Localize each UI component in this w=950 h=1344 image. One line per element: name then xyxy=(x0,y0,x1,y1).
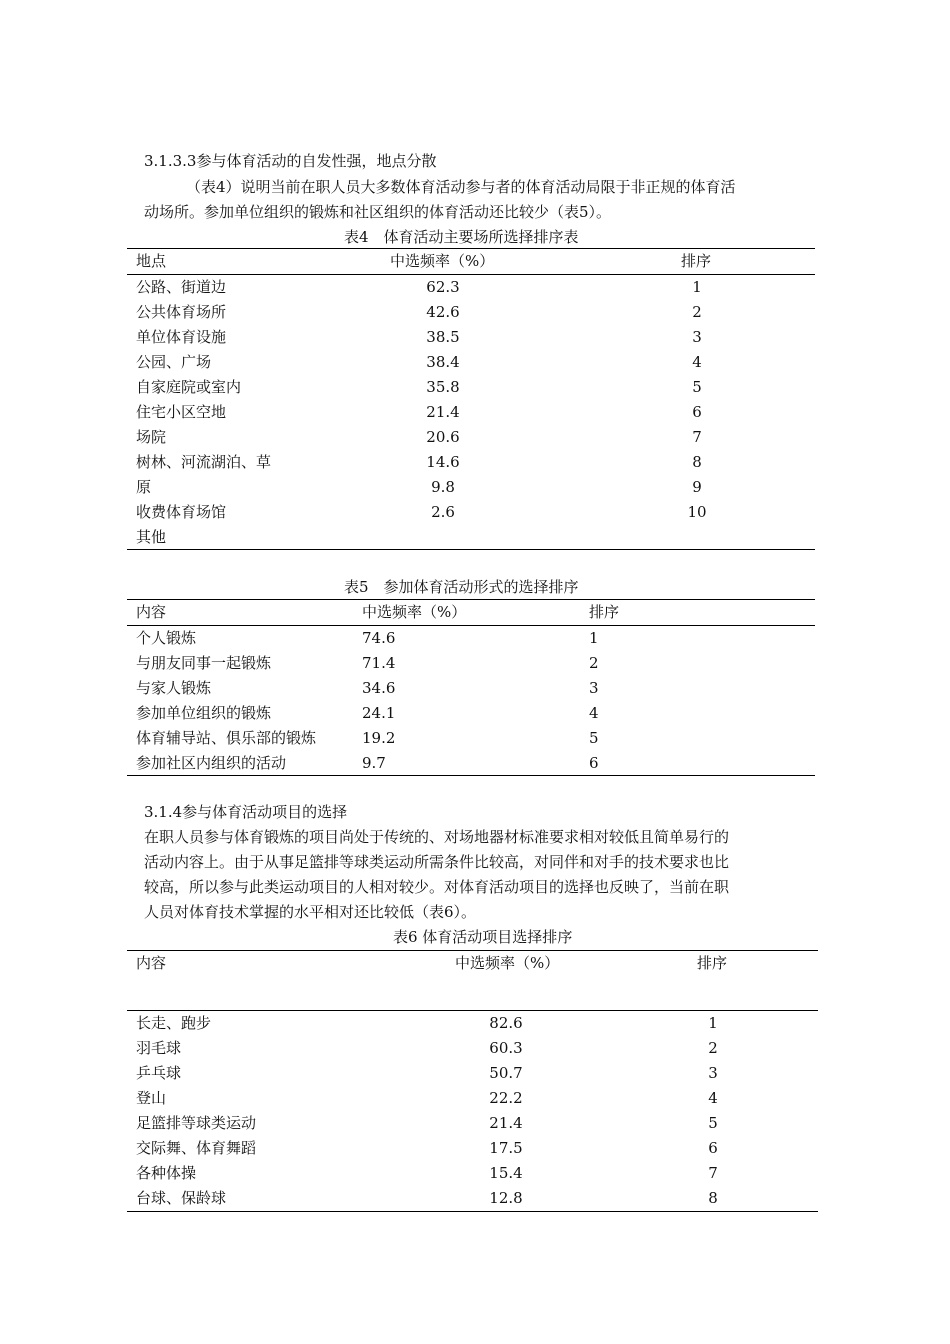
frequency-cell: 74.6 xyxy=(362,629,396,647)
content-cell: 乒乓球 xyxy=(136,1064,182,1082)
table-row xyxy=(0,751,950,776)
table5-header-frequency: 中选频率（%） xyxy=(362,603,467,621)
rank-cell: 4 xyxy=(589,704,599,722)
frequency-cell: 38.4 xyxy=(426,353,460,371)
rank-cell: 8 xyxy=(692,453,702,471)
frequency-cell: 62.3 xyxy=(426,278,460,296)
location-cell: 原 xyxy=(136,478,152,496)
content-cell: 参加单位组织的锻炼 xyxy=(136,704,272,722)
location-cell: 公路、街道边 xyxy=(136,278,227,296)
table-row xyxy=(0,350,950,375)
content-cell: 个人锻炼 xyxy=(136,629,197,647)
table-row xyxy=(0,701,950,726)
frequency-cell: 21.4 xyxy=(489,1114,523,1132)
table6-header-content: 内容 xyxy=(136,954,167,972)
rank-cell: 5 xyxy=(589,729,599,747)
table-row xyxy=(0,651,950,676)
location-cell: 场院 xyxy=(136,428,167,446)
location-cell: 收费体育场馆 xyxy=(136,503,227,521)
table6-bottom-rule xyxy=(127,1211,818,1212)
location-cell: 其他 xyxy=(136,528,167,546)
location-cell: 单位体育设施 xyxy=(136,328,227,346)
frequency-cell: 9.8 xyxy=(431,478,455,496)
frequency-cell: 50.7 xyxy=(489,1064,523,1082)
frequency-cell: 22.2 xyxy=(489,1089,523,1107)
rank-cell: 9 xyxy=(692,478,702,496)
frequency-cell: 12.8 xyxy=(489,1189,523,1207)
frequency-cell: 17.5 xyxy=(489,1139,523,1157)
table-row xyxy=(0,1186,950,1211)
frequency-cell: 2.6 xyxy=(431,503,455,521)
content-cell: 长走、跑步 xyxy=(136,1014,212,1032)
rank-cell: 3 xyxy=(692,328,702,346)
table-row xyxy=(0,325,950,350)
table5-bottom-rule xyxy=(127,775,815,776)
content-cell: 体育辅导站、俱乐部的锻炼 xyxy=(136,729,317,747)
paragraph-line: 在职人员参与体育锻炼的项目尚处于传统的、对场地器材标准要求相对较低且简单易行的 xyxy=(144,828,730,846)
rank-cell: 4 xyxy=(708,1089,718,1107)
paragraph-line: 较高，所以参与此类运动项目的人相对较少。对体育活动项目的选择也反映了，当前在职 xyxy=(144,878,730,896)
table-row xyxy=(0,400,950,425)
table-row xyxy=(0,1011,950,1036)
frequency-cell: 21.4 xyxy=(426,403,460,421)
rank-cell: 6 xyxy=(589,754,599,772)
table-row xyxy=(0,1136,950,1161)
table6-caption: 表6 体育活动项目选择排序 xyxy=(393,928,573,946)
paragraph-line: 活动内容上。由于从事足篮排等球类运动所需条件比较高，对同伴和对手的技术要求也比 xyxy=(144,853,730,871)
table-row xyxy=(0,1161,950,1186)
frequency-cell: 19.2 xyxy=(362,729,396,747)
location-cell: 树林、河流湖泊、草 xyxy=(136,453,272,471)
table6-header-row xyxy=(0,951,950,976)
table4-caption: 表4 体育活动主要场所选择排序表 xyxy=(344,228,579,246)
table-row xyxy=(0,275,950,300)
table-row xyxy=(0,375,950,400)
table5-header-row xyxy=(0,600,950,625)
table-row xyxy=(0,1086,950,1111)
content-cell: 台球、保龄球 xyxy=(136,1189,227,1207)
table-row xyxy=(0,500,950,525)
table6-header-frequency: 中选频率（%） xyxy=(455,954,560,972)
content-cell: 羽毛球 xyxy=(136,1039,182,1057)
paragraph-line: （表4）说明当前在职人员大多数体育活动参与者的体育活动局限于非正规的体育活 xyxy=(186,178,736,196)
content-cell: 各种体操 xyxy=(136,1164,197,1182)
location-cell: 住宅小区空地 xyxy=(136,403,227,421)
content-cell: 交际舞、体育舞蹈 xyxy=(136,1139,257,1157)
frequency-cell: 71.4 xyxy=(362,654,396,672)
rank-cell: 2 xyxy=(589,654,599,672)
frequency-cell: 20.6 xyxy=(426,428,460,446)
table-row xyxy=(0,525,950,550)
location-cell: 公共体育场所 xyxy=(136,303,227,321)
rank-cell: 3 xyxy=(589,679,599,697)
rank-cell: 2 xyxy=(708,1039,718,1057)
table5-caption: 表5 参加体育活动形式的选择排序 xyxy=(344,578,579,596)
table6-header-rank: 排序 xyxy=(697,954,728,972)
table-row xyxy=(0,726,950,751)
content-cell: 与家人锻炼 xyxy=(136,679,212,697)
table4-bottom-rule xyxy=(127,549,815,550)
frequency-cell: 24.1 xyxy=(362,704,396,722)
rank-cell: 5 xyxy=(708,1114,718,1132)
section-heading-3-1-4: 3.1.4参与体育活动项目的选择 xyxy=(144,803,348,821)
frequency-cell: 15.4 xyxy=(489,1164,523,1182)
frequency-cell: 35.8 xyxy=(426,378,460,396)
rank-cell: 4 xyxy=(692,353,702,371)
rank-cell: 6 xyxy=(692,403,702,421)
frequency-cell: 82.6 xyxy=(489,1014,523,1032)
table-row xyxy=(0,475,950,500)
table-row xyxy=(0,300,950,325)
frequency-cell: 9.7 xyxy=(362,754,386,772)
frequency-cell: 60.3 xyxy=(489,1039,523,1057)
rank-cell: 8 xyxy=(708,1189,718,1207)
rank-cell: 7 xyxy=(692,428,702,446)
location-cell: 公园、广场 xyxy=(136,353,212,371)
location-cell: 自家庭院或室内 xyxy=(136,378,242,396)
rank-cell: 5 xyxy=(692,378,702,396)
content-cell: 参加社区内组织的活动 xyxy=(136,754,287,772)
table4-header-location: 地点 xyxy=(136,252,167,270)
rank-cell: 3 xyxy=(708,1064,718,1082)
table-row xyxy=(0,626,950,651)
paragraph-line: 动场所。参加单位组织的锻炼和社区组织的体育活动还比较少（表5）。 xyxy=(144,203,612,221)
table4-header-frequency: 中选频率（%） xyxy=(390,252,495,270)
rank-cell: 1 xyxy=(692,278,702,296)
section-heading-3-1-3-3: 3.1.3.3参与体育活动的自发性强，地点分散 xyxy=(144,152,437,170)
table-row xyxy=(0,425,950,450)
rank-cell: 7 xyxy=(708,1164,718,1182)
rank-cell: 10 xyxy=(687,503,707,521)
content-cell: 与朋友同事一起锻炼 xyxy=(136,654,272,672)
table-row xyxy=(0,1036,950,1061)
frequency-cell: 14.6 xyxy=(426,453,460,471)
frequency-cell: 38.5 xyxy=(426,328,460,346)
table5-header-content: 内容 xyxy=(136,603,167,621)
table-row xyxy=(0,450,950,475)
table5-header-rank: 排序 xyxy=(589,603,620,621)
table-row xyxy=(0,1061,950,1086)
frequency-cell: 42.6 xyxy=(426,303,460,321)
table4-header-row xyxy=(0,249,950,274)
frequency-cell: 34.6 xyxy=(362,679,396,697)
rank-cell: 6 xyxy=(708,1139,718,1157)
rank-cell: 1 xyxy=(589,629,599,647)
paragraph-line: 人员对体育技术掌握的水平相对还比较低（表6）。 xyxy=(144,903,477,921)
content-cell: 登山 xyxy=(136,1089,167,1107)
table4-header-rank: 排序 xyxy=(681,252,712,270)
rank-cell: 1 xyxy=(708,1014,718,1032)
table-row xyxy=(0,676,950,701)
content-cell: 足篮排等球类运动 xyxy=(136,1114,257,1132)
table-row xyxy=(0,1111,950,1136)
rank-cell: 2 xyxy=(692,303,702,321)
